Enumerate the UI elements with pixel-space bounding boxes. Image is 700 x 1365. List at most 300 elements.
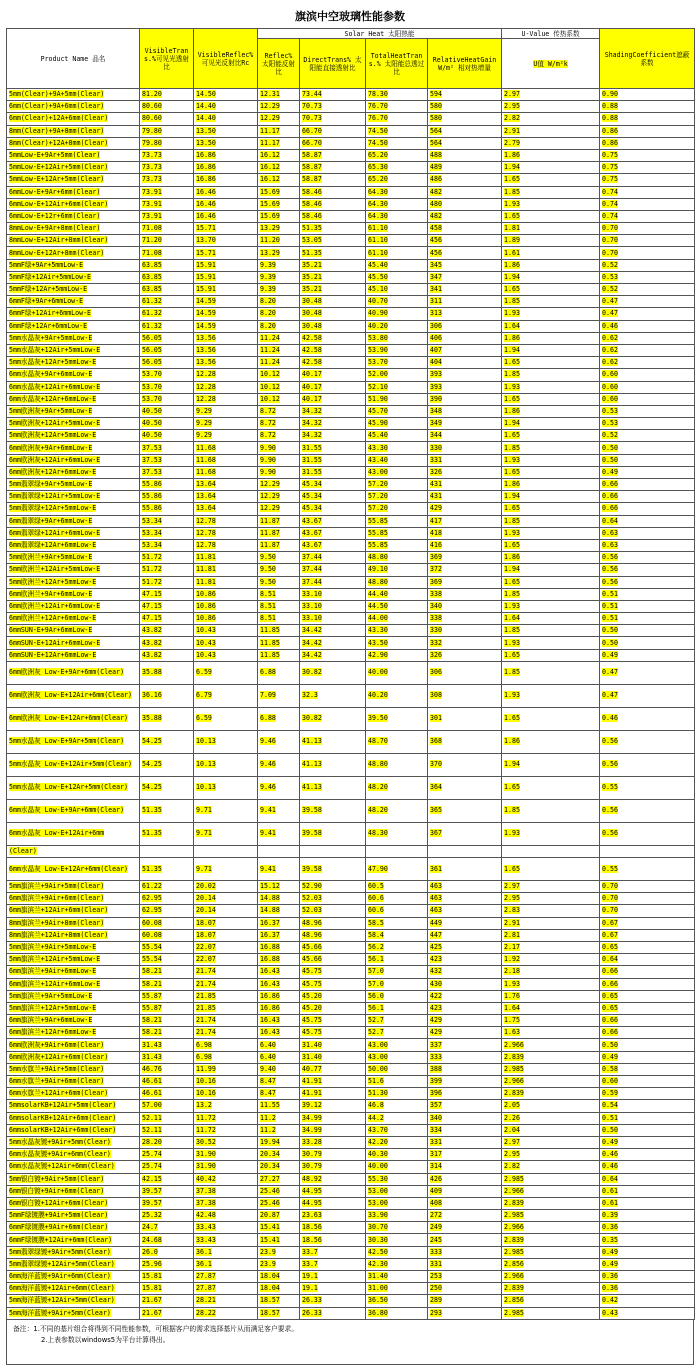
u-value-value: 2.79 bbox=[504, 138, 520, 147]
cell-shading-coef bbox=[600, 649, 695, 661]
relative-heat-gain-value: 333 bbox=[430, 1052, 442, 1061]
visible-trans-value: 53.70 bbox=[142, 370, 162, 379]
cell-relative-heat-gain bbox=[428, 235, 502, 247]
cell-shading-coef bbox=[600, 707, 695, 730]
cell-visible-trans bbox=[140, 223, 194, 235]
visible-trans-value: 73.73 bbox=[142, 163, 162, 172]
visible-trans-value: 53.34 bbox=[142, 528, 162, 537]
cell-u-value bbox=[502, 990, 600, 1002]
shading-coef-value: 0.70 bbox=[602, 224, 618, 233]
shading-coef-value: 0.47 bbox=[602, 297, 618, 306]
visible-reflec-value: 9.29 bbox=[196, 419, 212, 428]
table-row bbox=[7, 858, 695, 881]
product-name-value: 5mm银白镀+9Air+5mm(Clear) bbox=[9, 1174, 105, 1183]
visible-trans-value: 35.88 bbox=[142, 668, 162, 677]
cell-product-name bbox=[7, 613, 140, 625]
cell-visible-reflec bbox=[194, 613, 258, 625]
total-heat-trans-value: 52.00 bbox=[368, 370, 388, 379]
reflec-value: 13.29 bbox=[260, 248, 280, 257]
relative-heat-gain-value: 341 bbox=[430, 285, 442, 294]
visible-trans-value: 71.08 bbox=[142, 224, 162, 233]
cell-visible-trans bbox=[140, 1063, 194, 1075]
cell-direct-trans bbox=[300, 89, 366, 101]
cell-u-value bbox=[502, 613, 600, 625]
total-heat-trans-value: 45.50 bbox=[368, 272, 388, 281]
visible-trans-value: 53.70 bbox=[142, 394, 162, 403]
product-name-value: 6mm(Clear)+12A+6mm(Clear) bbox=[9, 114, 109, 123]
relative-heat-gain-value: 425 bbox=[430, 943, 442, 952]
cell-shading-coef bbox=[600, 393, 695, 405]
cell-visible-reflec bbox=[194, 405, 258, 417]
cell-reflec bbox=[258, 320, 300, 332]
direct-trans-value: 53.05 bbox=[302, 236, 322, 245]
cell-reflec bbox=[258, 1258, 300, 1270]
cell-visible-reflec bbox=[194, 600, 258, 612]
cell-visible-reflec bbox=[194, 990, 258, 1002]
table-row bbox=[7, 941, 695, 953]
shading-coef-value: 0.66 bbox=[602, 1028, 618, 1037]
shading-coef-value: 0.54 bbox=[602, 1101, 618, 1110]
cell-shading-coef bbox=[600, 1161, 695, 1173]
cell-visible-reflec bbox=[194, 588, 258, 600]
cell-reflec bbox=[258, 1210, 300, 1222]
shading-coef-value: 0.70 bbox=[602, 882, 618, 891]
reflec-value: 6.40 bbox=[260, 1052, 276, 1061]
cell-visible-trans bbox=[140, 564, 194, 576]
cell-u-value bbox=[502, 858, 600, 881]
product-name-value: 5mmF绿+12Air+5mmLow-E bbox=[9, 272, 92, 281]
cell-relative-heat-gain bbox=[428, 684, 502, 707]
reflec-value: 11.85 bbox=[260, 626, 280, 635]
cell-relative-heat-gain bbox=[428, 588, 502, 600]
cell-direct-trans bbox=[300, 320, 366, 332]
visible-reflec-value: 11.68 bbox=[196, 455, 216, 464]
visible-reflec-value: 15.71 bbox=[196, 248, 216, 257]
product-name-value: 6mm欧洲灰+12Ar+6mmLow-E bbox=[9, 467, 97, 476]
reflec-value: 12.29 bbox=[260, 102, 280, 111]
cell-u-value bbox=[502, 600, 600, 612]
u-value-value: 1.94 bbox=[504, 419, 520, 428]
visible-reflec-value: 15.71 bbox=[196, 224, 216, 233]
cell-reflec bbox=[258, 1027, 300, 1039]
table-row bbox=[7, 1027, 695, 1039]
cell-total-heat-trans bbox=[366, 1124, 428, 1136]
direct-trans-value: 45.66 bbox=[302, 943, 322, 952]
cell-shading-coef bbox=[600, 539, 695, 551]
cell-visible-trans bbox=[140, 186, 194, 198]
direct-trans-value: 58.46 bbox=[302, 187, 322, 196]
shading-coef-value: 0.75 bbox=[602, 175, 618, 184]
table-row bbox=[7, 271, 695, 283]
visible-trans-value: 51.35 bbox=[142, 829, 162, 838]
direct-trans-value: 70.73 bbox=[302, 102, 322, 111]
product-name-value: 5mmF绿+12Ar+5mmLow-E bbox=[9, 285, 88, 294]
table-row bbox=[7, 430, 695, 442]
table-row bbox=[7, 576, 695, 588]
reflec-value: 6.88 bbox=[260, 714, 276, 723]
cell-u-value bbox=[502, 113, 600, 125]
cell-relative-heat-gain bbox=[428, 418, 502, 430]
cell-total-heat-trans bbox=[366, 552, 428, 564]
total-heat-trans-value: 57.0 bbox=[368, 979, 384, 988]
cell-u-value bbox=[502, 1210, 600, 1222]
table-row bbox=[7, 966, 695, 978]
cell-product-name bbox=[7, 588, 140, 600]
cell-visible-reflec bbox=[194, 576, 258, 588]
u-value-value: 1.65 bbox=[504, 175, 520, 184]
visible-trans-value: 57.00 bbox=[142, 1101, 162, 1110]
cell-reflec bbox=[258, 990, 300, 1002]
direct-trans-value: 41.13 bbox=[302, 760, 322, 769]
total-heat-trans-value: 60.6 bbox=[368, 906, 384, 915]
cell-shading-coef bbox=[600, 527, 695, 539]
visible-reflec-value: 10.43 bbox=[196, 638, 216, 647]
cell-total-heat-trans bbox=[366, 174, 428, 186]
visible-trans-value: 58.21 bbox=[142, 979, 162, 988]
direct-trans-value: 26.33 bbox=[302, 1296, 322, 1305]
product-name-value: 5mm翡翠绿镀+9Air+5mm(Clear) bbox=[9, 1247, 111, 1256]
shading-coef-value: 0.56 bbox=[602, 577, 618, 586]
cell-total-heat-trans bbox=[366, 442, 428, 454]
relative-heat-gain-value: 463 bbox=[430, 906, 442, 915]
u-value-value: 1.94 bbox=[504, 272, 520, 281]
product-name-value: 8mmLow-E+9Ar+8mm(Clear) bbox=[9, 224, 101, 233]
visible-trans-value: 43.82 bbox=[142, 650, 162, 659]
cell-shading-coef bbox=[600, 1051, 695, 1063]
table-row bbox=[7, 466, 695, 478]
product-name-value: 5mm水晶灰+12Ar+5mmLow-E bbox=[9, 358, 97, 367]
cell-relative-heat-gain bbox=[428, 954, 502, 966]
cell-total-heat-trans bbox=[366, 101, 428, 113]
visible-reflec-value: 10.16 bbox=[196, 1089, 216, 1098]
cell-shading-coef bbox=[600, 405, 695, 417]
cell-reflec bbox=[258, 466, 300, 478]
u-value-value: 1.75 bbox=[504, 1016, 520, 1025]
visible-reflec-value: 15.91 bbox=[196, 272, 216, 281]
u-value-value: 1.81 bbox=[504, 224, 520, 233]
cell-total-heat-trans bbox=[366, 308, 428, 320]
cell-visible-trans bbox=[140, 296, 194, 308]
visible-trans-value: 63.85 bbox=[142, 285, 162, 294]
cell-visible-reflec bbox=[194, 661, 258, 684]
total-heat-trans-value: 48.20 bbox=[368, 783, 388, 792]
cell-visible-trans bbox=[140, 539, 194, 551]
cell-visible-reflec bbox=[194, 308, 258, 320]
cell-direct-trans bbox=[300, 649, 366, 661]
cell-visible-reflec bbox=[194, 210, 258, 222]
cell-total-heat-trans bbox=[366, 905, 428, 917]
cell-direct-trans bbox=[300, 966, 366, 978]
cell-visible-trans bbox=[140, 527, 194, 539]
cell-direct-trans bbox=[300, 1258, 366, 1270]
u-value-value: 2.985 bbox=[504, 1308, 524, 1317]
visible-reflec-value: 12.78 bbox=[196, 528, 216, 537]
cell-shading-coef bbox=[600, 259, 695, 271]
cell-relative-heat-gain bbox=[428, 393, 502, 405]
shading-coef-value: 0.88 bbox=[602, 114, 618, 123]
cell-relative-heat-gain bbox=[428, 799, 502, 822]
cell-total-heat-trans bbox=[366, 1149, 428, 1161]
cell-visible-trans bbox=[140, 271, 194, 283]
cell-visible-reflec bbox=[194, 454, 258, 466]
shading-coef-value: 0.55 bbox=[602, 783, 618, 792]
total-heat-trans-value: 42.30 bbox=[368, 1259, 388, 1268]
cell-visible-reflec bbox=[194, 1283, 258, 1295]
u-value-value: 2.18 bbox=[504, 967, 520, 976]
cell-u-value bbox=[502, 344, 600, 356]
cell-u-value bbox=[502, 1307, 600, 1319]
cell-shading-coef bbox=[600, 600, 695, 612]
cell-total-heat-trans bbox=[366, 776, 428, 799]
table-row bbox=[7, 649, 695, 661]
cell-product-name bbox=[7, 491, 140, 503]
cell-relative-heat-gain bbox=[428, 430, 502, 442]
cell-visible-reflec bbox=[194, 162, 258, 174]
relative-heat-gain-value: 330 bbox=[430, 626, 442, 635]
cell-total-heat-trans bbox=[366, 320, 428, 332]
direct-trans-value: 33.10 bbox=[302, 614, 322, 623]
total-heat-trans-value: 64.30 bbox=[368, 187, 388, 196]
visible-reflec-value: 11.72 bbox=[196, 1113, 216, 1122]
table-row bbox=[7, 893, 695, 905]
relative-heat-gain-value: 308 bbox=[430, 691, 442, 700]
cell-total-heat-trans bbox=[366, 917, 428, 929]
cell-visible-reflec bbox=[194, 858, 258, 881]
cell-direct-trans bbox=[300, 405, 366, 417]
cell-direct-trans bbox=[300, 929, 366, 941]
cell-total-heat-trans bbox=[366, 966, 428, 978]
reflec-value: 8.20 bbox=[260, 321, 276, 330]
cell-visible-reflec bbox=[194, 1149, 258, 1161]
cell-u-value bbox=[502, 393, 600, 405]
reflec-value: 9.50 bbox=[260, 553, 276, 562]
cell-visible-trans bbox=[140, 966, 194, 978]
shading-coef-value: 0.74 bbox=[602, 187, 618, 196]
cell-reflec bbox=[258, 707, 300, 730]
cell-visible-trans bbox=[140, 149, 194, 161]
cell-visible-trans bbox=[140, 1051, 194, 1063]
total-heat-trans-value: 52.7 bbox=[368, 1016, 384, 1025]
cell-total-heat-trans bbox=[366, 296, 428, 308]
visible-reflec-value: 9.71 bbox=[196, 864, 212, 873]
direct-trans-value: 45.75 bbox=[302, 979, 322, 988]
cell-relative-heat-gain bbox=[428, 332, 502, 344]
reflec-value: 9.46 bbox=[260, 760, 276, 769]
visible-reflec-value: 10.86 bbox=[196, 614, 216, 623]
cell-direct-trans bbox=[300, 308, 366, 320]
u-value-value: 2.985 bbox=[504, 1247, 524, 1256]
cell-visible-trans bbox=[140, 113, 194, 125]
u-value-value: 1.85 bbox=[504, 668, 520, 677]
table-row bbox=[7, 564, 695, 576]
relative-heat-gain-value: 301 bbox=[430, 714, 442, 723]
u-value-value: 2.26 bbox=[504, 1113, 520, 1122]
direct-trans-value: 66.70 bbox=[302, 138, 322, 147]
cell-total-heat-trans bbox=[366, 1173, 428, 1185]
direct-trans-value: 31.40 bbox=[302, 1040, 322, 1049]
cell-shading-coef bbox=[600, 1295, 695, 1307]
cell-total-heat-trans bbox=[366, 600, 428, 612]
cell-u-value bbox=[502, 1234, 600, 1246]
total-heat-trans-value: 74.50 bbox=[368, 126, 388, 135]
cell-visible-trans bbox=[140, 1015, 194, 1027]
total-heat-trans-value: 44.50 bbox=[368, 601, 388, 610]
shading-coef-value: 0.49 bbox=[602, 1247, 618, 1256]
visible-reflec-value: 15.91 bbox=[196, 260, 216, 269]
product-name-value: 5mm水晶灰+9Ar+5mmLow-E bbox=[9, 333, 93, 342]
direct-trans-value: 35.21 bbox=[302, 260, 322, 269]
cell-total-heat-trans bbox=[366, 357, 428, 369]
cell-visible-trans bbox=[140, 1112, 194, 1124]
cell-visible-reflec bbox=[194, 101, 258, 113]
total-heat-trans-value: 64.30 bbox=[368, 211, 388, 220]
cell-product-name bbox=[7, 845, 140, 857]
product-name-value: 6mm海洋蓝镀+9Air+6mm(Clear) bbox=[9, 1272, 111, 1281]
total-heat-trans-value: 57.20 bbox=[368, 480, 388, 489]
cell-reflec bbox=[258, 1246, 300, 1258]
shading-coef-value: 0.66 bbox=[602, 480, 618, 489]
u-value-value: 2.856 bbox=[504, 1296, 524, 1305]
cell-u-value bbox=[502, 649, 600, 661]
cell-product-name bbox=[7, 917, 140, 929]
cell-reflec bbox=[258, 954, 300, 966]
cell-total-heat-trans bbox=[366, 113, 428, 125]
reflec-value: 16.86 bbox=[260, 1003, 280, 1012]
product-name-value: 8mm旗滨兰+9Air+8mm(Clear) bbox=[9, 918, 105, 927]
product-name-value: 5mm旗滨兰+9Ar+5mmLow-E bbox=[9, 991, 93, 1000]
product-name-value: 6mm欧洲灰 Low-E+12Ar+6mm(Clear) bbox=[9, 714, 129, 723]
visible-trans-value: 73.73 bbox=[142, 175, 162, 184]
product-name-value: 5mm水晶灰+12Air+5mmLow-E bbox=[9, 346, 101, 355]
visible-trans-value: 39.57 bbox=[142, 1198, 162, 1207]
product-name-value: 5mm水晶灰镀+9Air+5mm(Clear) bbox=[9, 1138, 111, 1147]
header-u-value-label: U值 W/m²k bbox=[533, 59, 568, 68]
shading-coef-value: 0.51 bbox=[602, 1113, 618, 1122]
shading-coef-value: 0.62 bbox=[602, 333, 618, 342]
visible-reflec-value: 6.59 bbox=[196, 668, 212, 677]
cell-reflec bbox=[258, 799, 300, 822]
cell-product-name bbox=[7, 113, 140, 125]
cell-visible-trans bbox=[140, 588, 194, 600]
cell-relative-heat-gain bbox=[428, 753, 502, 776]
visible-trans-value: 55.86 bbox=[142, 480, 162, 489]
product-name-value: 5mm海洋蓝镀+12Air+5mm(Clear) bbox=[9, 1296, 115, 1305]
shading-coef-value: 0.49 bbox=[602, 650, 618, 659]
total-heat-trans-value: 49.10 bbox=[368, 565, 388, 574]
cell-visible-trans bbox=[140, 990, 194, 1002]
cell-shading-coef bbox=[600, 661, 695, 684]
cell-visible-trans bbox=[140, 753, 194, 776]
shading-coef-value: 0.88 bbox=[602, 102, 618, 111]
cell-reflec bbox=[258, 1149, 300, 1161]
cell-direct-trans bbox=[300, 442, 366, 454]
cell-direct-trans bbox=[300, 799, 366, 822]
total-heat-trans-value: 60.6 bbox=[368, 894, 384, 903]
visible-reflec-value: 16.86 bbox=[196, 175, 216, 184]
visible-trans-value: 35.88 bbox=[142, 714, 162, 723]
product-name-value: 6mm水旗兰+12Air+6mm(Clear) bbox=[9, 1089, 109, 1098]
relative-heat-gain-value: 333 bbox=[430, 1247, 442, 1256]
cell-total-heat-trans bbox=[366, 284, 428, 296]
cell-visible-trans bbox=[140, 625, 194, 637]
direct-trans-value: 45.20 bbox=[302, 991, 322, 1000]
cell-direct-trans bbox=[300, 162, 366, 174]
cell-visible-reflec bbox=[194, 271, 258, 283]
cell-direct-trans bbox=[300, 284, 366, 296]
total-heat-trans-value: 56.2 bbox=[368, 943, 384, 952]
cell-u-value bbox=[502, 564, 600, 576]
cell-reflec bbox=[258, 588, 300, 600]
cell-visible-trans bbox=[140, 1161, 194, 1173]
u-value-value: 1.93 bbox=[504, 979, 520, 988]
shading-coef-value: 0.60 bbox=[602, 382, 618, 391]
direct-trans-value: 34.32 bbox=[302, 406, 322, 415]
shading-coef-value: 0.65 bbox=[602, 943, 618, 952]
header-relative-heat-gain: RelativeHeatGain W/m² 相对热增量 bbox=[428, 39, 502, 89]
cell-product-name bbox=[7, 1088, 140, 1100]
u-value-value: 2.82 bbox=[504, 114, 520, 123]
reflec-value: 20.34 bbox=[260, 1162, 280, 1171]
total-heat-trans-value: 44.2 bbox=[368, 1113, 384, 1122]
table-row bbox=[7, 162, 695, 174]
cell-product-name bbox=[7, 905, 140, 917]
table-row bbox=[7, 881, 695, 893]
table-row bbox=[7, 259, 695, 271]
visible-reflec-value: 22.07 bbox=[196, 955, 216, 964]
cell-shading-coef bbox=[600, 776, 695, 799]
table-row bbox=[7, 442, 695, 454]
total-heat-trans-value: 46.8 bbox=[368, 1101, 384, 1110]
cell-visible-trans bbox=[140, 1307, 194, 1319]
cell-total-heat-trans bbox=[366, 223, 428, 235]
cell-relative-heat-gain bbox=[428, 1161, 502, 1173]
cell-reflec bbox=[258, 149, 300, 161]
total-heat-trans-value: 33.90 bbox=[368, 1211, 388, 1220]
cell-relative-heat-gain bbox=[428, 198, 502, 210]
visible-trans-value: 31.43 bbox=[142, 1040, 162, 1049]
cell-reflec bbox=[258, 539, 300, 551]
cell-reflec bbox=[258, 1051, 300, 1063]
page-title: 旗滨中空玻璃性能参数 bbox=[295, 10, 405, 23]
product-name-value: 6mmF绿+12Ar+6mmLow-E bbox=[9, 321, 88, 330]
cell-product-name bbox=[7, 198, 140, 210]
table-row bbox=[7, 186, 695, 198]
visible-reflec-value: 13.56 bbox=[196, 358, 216, 367]
cell-reflec bbox=[258, 1002, 300, 1014]
cell-u-value bbox=[502, 637, 600, 649]
header-product-name: Product Name 品名 bbox=[7, 29, 140, 89]
cell-shading-coef bbox=[600, 1039, 695, 1051]
direct-trans-value: 39.12 bbox=[302, 1101, 322, 1110]
visible-trans-value: 15.81 bbox=[142, 1272, 162, 1281]
cell-product-name bbox=[7, 539, 140, 551]
cell-shading-coef bbox=[600, 929, 695, 941]
shading-coef-value: 0.75 bbox=[602, 151, 618, 160]
shading-coef-value: 0.43 bbox=[602, 1308, 618, 1317]
cell-relative-heat-gain bbox=[428, 1185, 502, 1197]
header-visible-reflec: VisibleReflec%可见光反射比Rc bbox=[194, 29, 258, 89]
cell-visible-trans bbox=[140, 357, 194, 369]
direct-trans-value: 45.20 bbox=[302, 1003, 322, 1012]
cell-u-value bbox=[502, 966, 600, 978]
direct-trans-value: 45.66 bbox=[302, 955, 322, 964]
cell-reflec bbox=[258, 198, 300, 210]
cell-total-heat-trans bbox=[366, 1185, 428, 1197]
relative-heat-gain-value: 456 bbox=[430, 248, 442, 257]
cell-shading-coef bbox=[600, 625, 695, 637]
product-name-value: 6mm欧洲灰+12Air+6mm(Clear) bbox=[9, 1052, 109, 1061]
cell-total-heat-trans bbox=[366, 1051, 428, 1063]
